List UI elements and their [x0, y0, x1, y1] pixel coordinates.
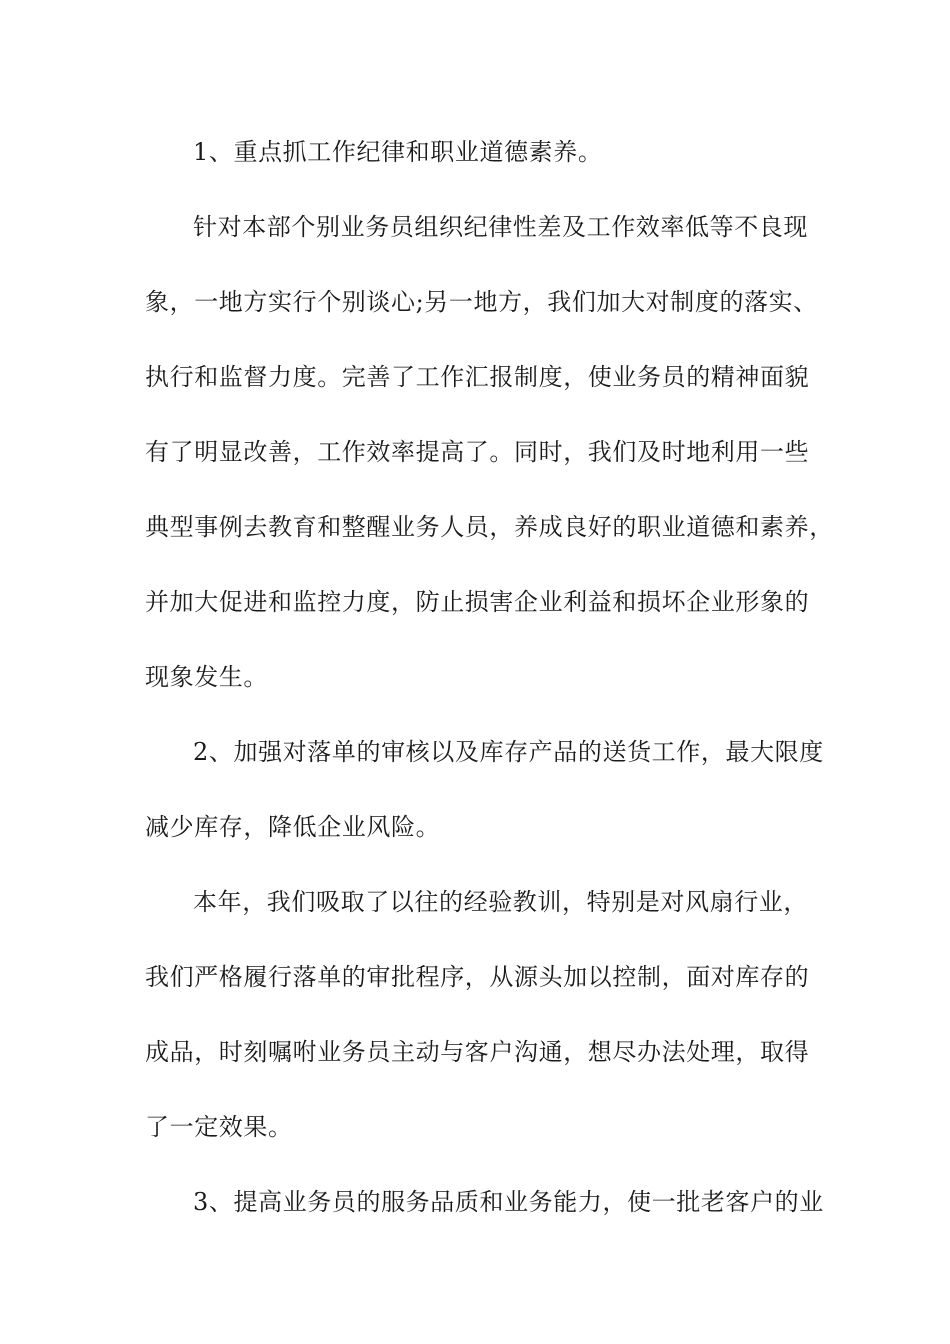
heading-item-2: 2、加强对落单的审核以及库存产品的送货工作，最大限度	[193, 738, 824, 766]
paragraph-line: 并加大促进和监控力度，防止损害企业利益和损坏企业形象的	[145, 588, 810, 616]
paragraph-line: 象，一地方实行个别谈心;另一地方，我们加大对制度的落实、	[145, 288, 818, 316]
paragraph-line: 了一定效果。	[145, 1113, 293, 1141]
paragraph-line: 针对本部个别业务员组织纪律性差及工作效率低等不良现	[193, 213, 808, 241]
paragraph-line: 本年，我们吸取了以往的经验教训，特别是对风扇行业，	[193, 888, 808, 916]
heading-item-1: 1、重点抓工作纪律和职业道德素养。	[193, 138, 603, 166]
paragraph-line: 成品，时刻嘱咐业务员主动与客户沟通，想尽办法处理，取得	[145, 1038, 810, 1066]
paragraph-line: 执行和监督力度。完善了工作汇报制度，使业务员的精神面貌	[145, 363, 810, 391]
paragraph-line: 现象发生。	[145, 663, 268, 691]
paragraph-line: 有了明显改善，工作效率提高了。同时，我们及时地利用一些	[145, 438, 810, 466]
paragraph-line: 减少库存，降低企业风险。	[145, 813, 441, 841]
paragraph-line: 我们严格履行落单的审批程序，从源头加以控制，面对库存的	[145, 963, 810, 991]
paragraph-line: 典型事例去教育和整醒业务人员，养成良好的职业道德和素养，	[145, 513, 834, 541]
heading-item-3: 3、提高业务员的服务品质和业务能力，使一批老客户的业	[193, 1188, 824, 1216]
